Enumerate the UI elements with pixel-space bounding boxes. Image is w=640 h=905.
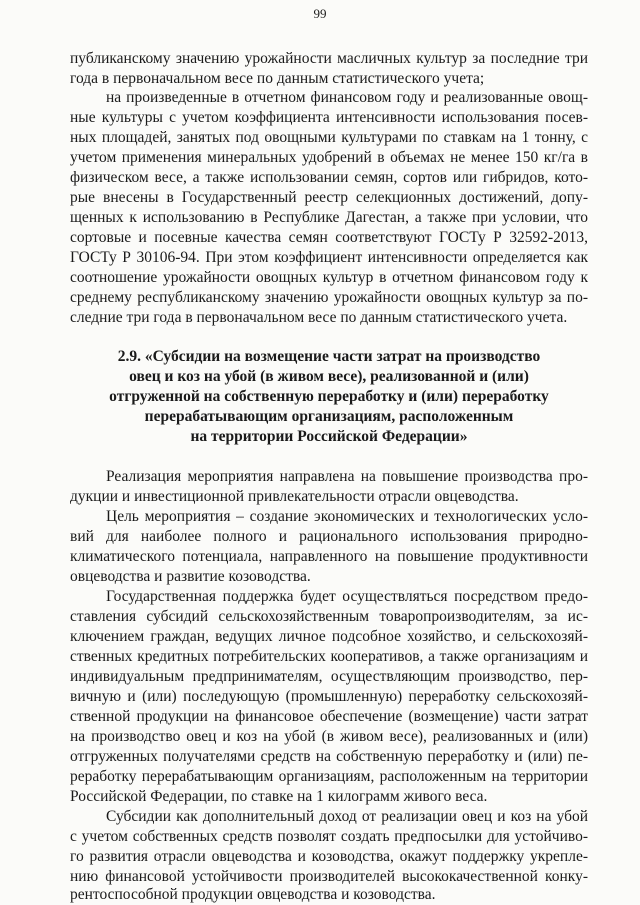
text-line: Реализация мероприятия направлена на повышение производства про- bbox=[106, 468, 588, 485]
text-line: публиканскому значению урожайности масличных культур за последние три bbox=[70, 50, 588, 67]
text-line: Государственная поддержка будет осуществляться посредством предо- bbox=[106, 588, 588, 605]
text-line: вичную и (или) последующую (промышленную) переработку сельскохозяй- bbox=[70, 688, 588, 705]
text-line: дукции и инвестиционной привлекательности отрасли овцеводства. bbox=[70, 488, 519, 505]
text-line: вий для наиболее полного и рационального использования природно- bbox=[70, 528, 588, 545]
text-line: ставления субсидий сельскохозяйственным товаропроизводителям, за ис- bbox=[70, 608, 588, 625]
text-line: ные культуры с учетом коэффициента интенсивности использования посев- bbox=[70, 109, 588, 126]
section-heading-line: 2.9. «Субсидии на возмещение части затрат на производство bbox=[117, 348, 541, 365]
text-line: на произведенные в отчетном финансовом году и реализованные овощ- bbox=[106, 89, 588, 106]
text-line: учетом применения минеральных удобрений в объемах не менее 150 кг/га в bbox=[70, 149, 588, 166]
text-line: отгруженных получателями средств на собственную переработку и (или) пе- bbox=[70, 748, 588, 765]
text-line: на производство овец и коз на убой (в живом весе), реализованных и (или) bbox=[70, 728, 588, 745]
text-line: реработку перерабатывающим организациям, расположенным на территории bbox=[70, 768, 588, 785]
text-line: следние три года в первоначальном весе по данным статистического учета. bbox=[70, 309, 568, 326]
text-line: щенных к использованию в Республике Дагестан, а также при условии, что bbox=[70, 209, 588, 226]
text-line: Цель мероприятия – создание экономических и технологических усло- bbox=[106, 508, 588, 525]
text-line: ных площадей, занятых под овощными культурами по ставкам на 1 тонну, с bbox=[70, 129, 588, 146]
section-heading-line: овец и коз на убой (в живом весе), реализованной и (или) bbox=[129, 368, 529, 385]
text-line: ственных кредитных потребительских кооперативов, а также организациям и bbox=[70, 648, 588, 665]
section-heading-line: на территории Российской Федерации» bbox=[190, 428, 468, 445]
text-line: нию финансовой устойчивости производителей высококачественной конку- bbox=[70, 868, 588, 885]
text-line: индивидуальным предпринимателям, осуществляющим производство, пер- bbox=[70, 668, 588, 685]
text-line: го развития отрасли овцеводства и козоводства, окажут поддержку укрепле- bbox=[70, 848, 588, 865]
page-number: 99 bbox=[313, 6, 327, 21]
text-line: физическом весе, а также использовании семян, сортов или гибридов, кото- bbox=[70, 169, 588, 186]
text-line: с учетом собственных средств позволят создать предпосылки для устойчиво- bbox=[70, 828, 588, 845]
text-line: климатического потенциала, направленного на повышение продуктивности bbox=[70, 548, 588, 565]
text-line: года в первоначальном весе по данным статистического учета; bbox=[70, 70, 485, 87]
text-line: Российской Федерации, по ставке на 1 килограмм живого веса. bbox=[70, 788, 488, 805]
text-line: сортовые и посевные качества семян соответствуют ГОСТу Р 32592-2013, bbox=[70, 229, 588, 246]
text-line: овцеводства и развитие козоводства. bbox=[70, 568, 311, 585]
text-line: ГОСТу Р 30106-94. При этом коэффициент интенсивности определяется как bbox=[70, 249, 588, 266]
text-line: ственной продукции на финансовое обеспечение (возмещение) части затрат bbox=[70, 708, 588, 725]
text-line: рые внесены в Государственный реестр селекционных достижений, допу- bbox=[70, 189, 588, 206]
text-line: рентоспособной продукции овцеводства и козоводства. bbox=[70, 886, 436, 903]
text-line: среднему республиканскому значению урожайности овощных культур за по- bbox=[70, 289, 588, 306]
section-heading-line: перерабатывающим организациям, расположенным bbox=[144, 408, 514, 425]
text-line: соотношение урожайности овощных культур в отчетном финансовом году к bbox=[70, 269, 588, 286]
text-line: Субсидии как дополнительный доход от реализации овец и коз на убой bbox=[106, 808, 588, 825]
text-line: ключением граждан, ведущих личное подсобное хозяйство, и сельскохозяй- bbox=[70, 628, 588, 645]
section-heading-line: отгруженной на собственную переработку и (или) переработку bbox=[109, 388, 549, 405]
